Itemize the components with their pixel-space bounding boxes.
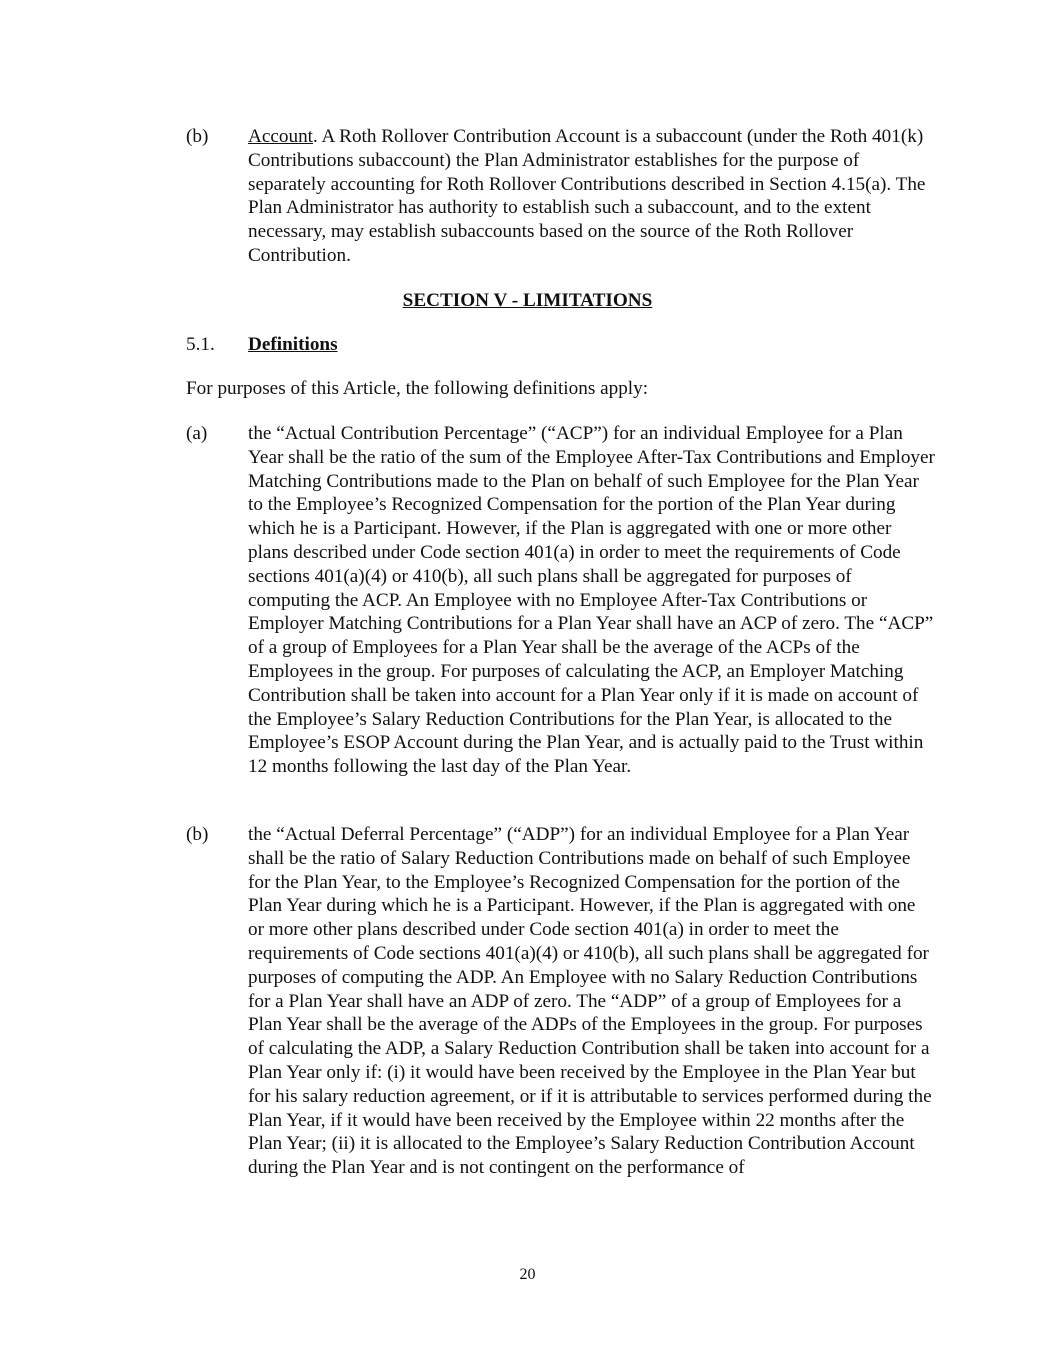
item-label: (b) — [186, 126, 209, 147]
item-label: (b) — [186, 824, 209, 845]
page-number: 20 — [519, 1266, 536, 1283]
section-heading: SECTION V - LIMITATIONS — [402, 290, 653, 311]
paragraph-acp-definition — [186, 422, 936, 779]
paragraph-roth-rollover-account — [186, 125, 936, 268]
item-label: (a) — [186, 423, 208, 444]
intro-paragraph: For purposes of this Article, the following definitions apply: — [186, 378, 649, 399]
subsection-name: Definitions — [248, 334, 338, 355]
paragraph-body — [248, 125, 936, 268]
paragraph-text: . A Roth Rollover Contribution Account is a subaccount (under the Roth 401(k) Contributions subaccount) the Plan Administrator establishes for the purpose of separately accounting for Roth Rollover Contributions described in Section 4.15(a). The Plan Administrator has authority to establish such a subaccount, and to the extent necessary, may establish subaccounts based on the source of the Roth Rollover Contribution. — [248, 126, 926, 266]
paragraph-body: the “Actual Contribution Percentage” (“ACP”) for an individual Employee for a Plan Year shall be the ratio of the sum of the Employee After-Tax Contributions and Employer Matching Contributions made to the Plan on behalf of such Employee for the Plan Year to the Employee’s Recognized Compensation for the portion of the Plan Year during which he is a Participant. However, if the Plan is aggregated with one or more other plans described under Code section 401(a) in order to meet the requirements of Code sections 401(a)(4) or 410(b), all such plans shall be aggregated for purposes of computing the ACP. An Employee with no Employee After-Tax Contributions or Employer Matching Contributions for a Plan Year shall have an ACP of zero. The “ACP” of a group of Employees for a Plan Year shall be the average of the ACPs of the Employees in the group. For purposes of calculating the ACP, an Employer Matching Contribution shall be taken into account for a Plan Year only if it is made on account of the Employee’s Salary Reduction Contributions for the Plan Year, is allocated to the Employee’s ESOP Account during the Plan Year, and is actually paid to the Trust within 12 months following the last day of the Plan Year. — [248, 423, 935, 778]
term-account: Account — [248, 126, 314, 147]
subsection-title — [186, 333, 338, 357]
paragraph-adp-definition — [186, 823, 936, 1180]
paragraph-body: the “Actual Deferral Percentage” (“ADP”) for an individual Employee for a Plan Year shall be the ratio of Salary Reduction Contributions made on behalf of such Employee for the Plan Year, to the Employee’s Recognized Compensation for the portion of the Plan Year during which he is a Participant. However, if the Plan is aggregated with one or more other plans described under Code section 401(a) in order to meet the requirements of Code sections 401(a)(4) or 410(b), all such plans shall be aggregated for purposes of computing the ADP. An Employee with no Salary Reduction Contributions for a Plan Year shall have an ADP of zero. The “ADP” of a group of Employees for a Plan Year shall be the average of the ADPs of the Employees in the group. For purposes of calculating the ADP, a Salary Reduction Contribution shall be taken into account for a Plan Year only if: (i) it would have been received by the Employee in the Plan Year but for his salary reduction agreement, or if it is attributable to services performed during the Plan Year, if it would have been received by the Employee within 22 months after the Plan Year; (ii) it is allocated to the Employee’s Salary Reduction Contribution Account during the Plan Year and is not contingent on the performance of — [248, 824, 932, 1179]
subsection-number: 5.1. — [186, 334, 215, 355]
